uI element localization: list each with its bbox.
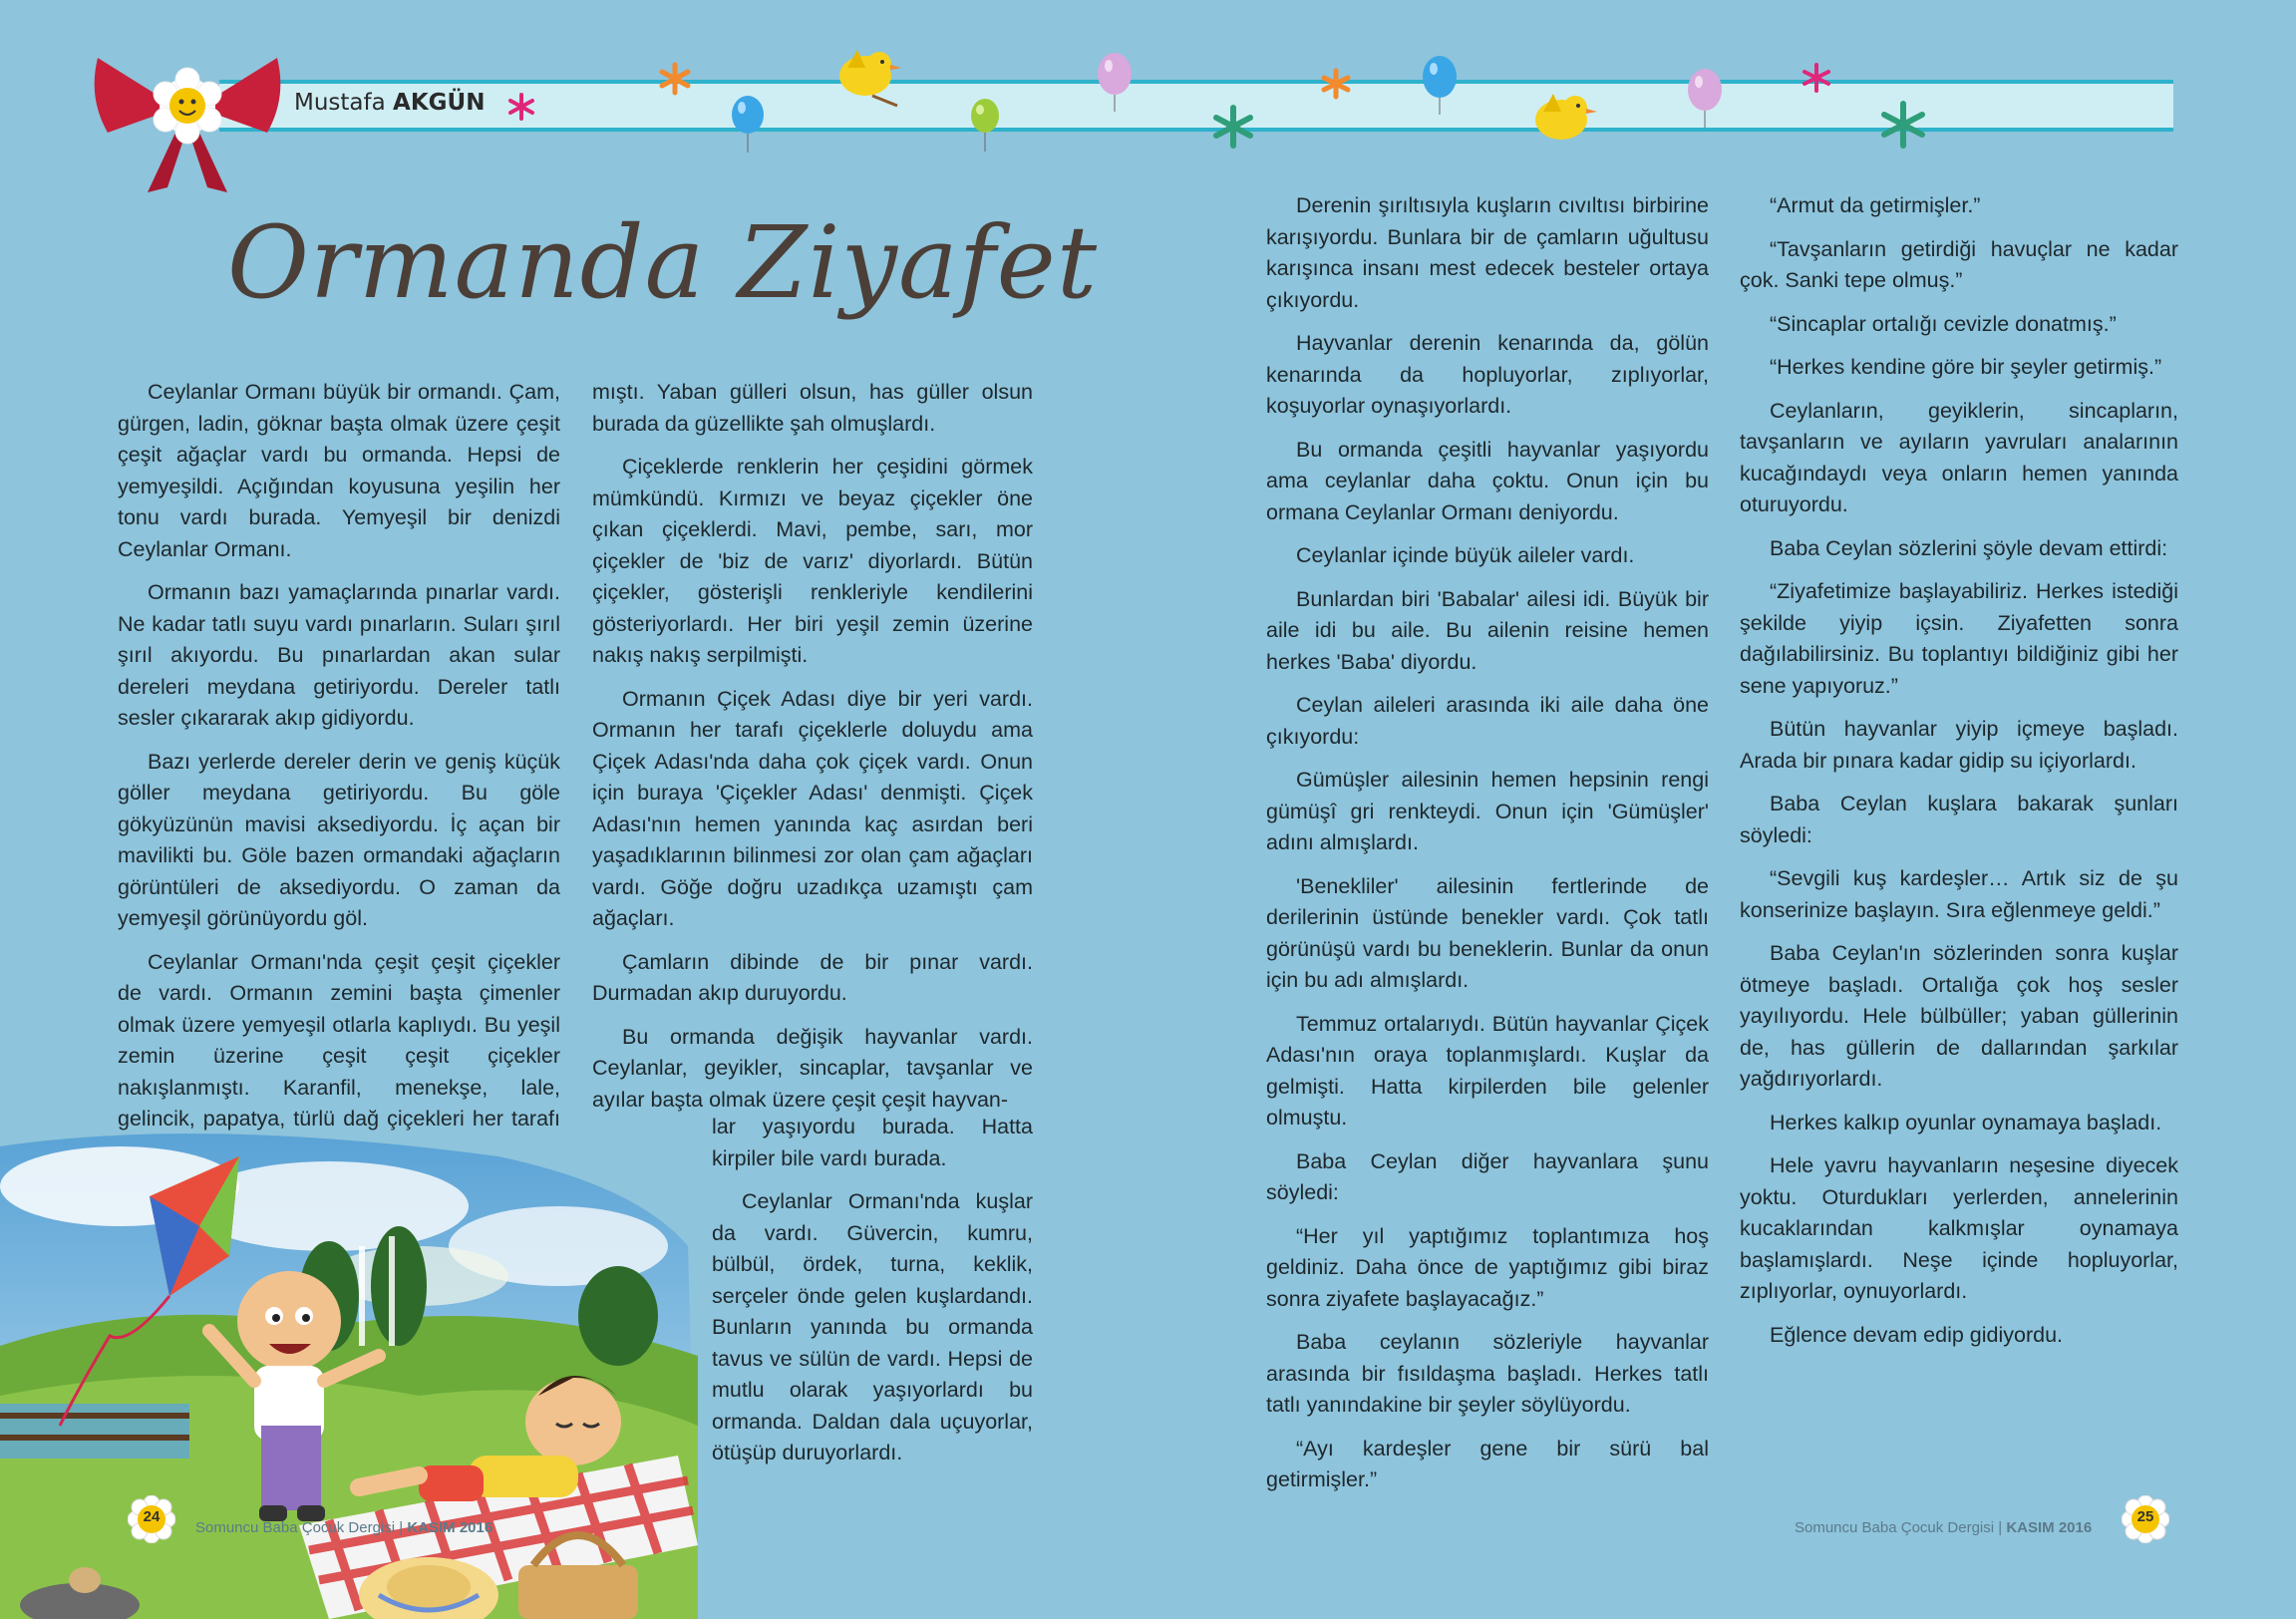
paragraph: Çamların dibinde de bir pınar vardı. Durmadan akıp duruyordu.	[592, 949, 1033, 1005]
bird-icon	[1523, 82, 1603, 152]
paragraph: Ceylanlar Ormanı büyük bir ormandı. Çam, gürgen, ladin, göknar başta olmak üzere çeşit çeşit ağaçlar vardı bu ormanda. Hepsi de yemyeşildi. Açığından koyusuna yeşilin her tonu vardı burada. Yemyeşil bir denizdi Ceylanlar Ormanı.	[118, 380, 560, 561]
paragraph: Ceylanlar Ormanı'nda kuşlar da vardı. Güvercin, kumru, bülbül, ördek, turna, keklik, serçeler önde gelen kuşlardandı. Bunların yanında bu ormanda tavus ve sülün de vardı. Hepsi de mutlu olarak yaşıyorlardı bu ormanda. Daldan dala uçuyorlar, ötüşüp duruyorlardı.	[712, 1189, 1033, 1464]
bird-icon	[827, 38, 907, 108]
text-column-4	[1740, 190, 2178, 1363]
paragraph: Baba Ceylan'ın sözlerinden sonra kuşlar ötmeye başladı. Ortalığa çok hoş sesler yayılıyordu. Hele bülbüller; yaban güllerinin de, has güllerin de dallarından şarkılar yağdırıyorlardı.	[1740, 941, 2178, 1091]
paragraph: “Sevgili kuş kardeşler… Artık siz de şu konserinize başlayın. Sıra eğlenmeye geldi.”	[1740, 866, 2178, 922]
paragraph: 'Benekliler' ailesinin fertlerinde de derilerinin üstünde benekler vardı. Çok tatlı görünüşü vardı bu beneklerin. Bunlar da onun için bu adı almışlardı.	[1266, 873, 1709, 992]
paragraph: “Ziyafetimize başlayabiliriz. Herkes istediği şekilde yiyip içsin. Ziyafetten sonra dağılabilirsiniz. Bu toplantıyı bildiğiniz gibi her sene yapıyoruz.”	[1740, 579, 2178, 698]
paragraph: Ceylanların, geyiklerin, sincapların, tavşanların ve ayıların yavruları analarının kucağındaydı veya onların hemen yanında oturuyordu.	[1740, 398, 2178, 516]
kids-picnic-illustration	[0, 1127, 698, 1619]
article-title: Ormanda Ziyafet	[227, 204, 1099, 321]
paragraph: “Tavşanların getirdiği havuçlar ne kadar çok. Sanki tepe olmuş.”	[1740, 236, 2178, 292]
paragraph: Ormanın bazı yamaçlarında pınarlar vardı. Ne kadar tatlı suyu vardı pınarların. Suları şırıl şırıl akıyordu. Bu pınarlardan akan sular dereleri meydana getiriyordu. Dereler tatlı sesler çıkararak akıp gidiyordu.	[118, 580, 560, 730]
asterisk-flower-icon	[1801, 62, 1832, 94]
paragraph: Bu ormanda değişik hayvanlar vardı. Ceylanlar, geyikler, sincaplar, tavşanlar ve ayılar başta olmak üzere çeşit çeşit hayvan-	[592, 1024, 1033, 1112]
paragraph: mıştı. Yaban gülleri olsun, has güller olsun burada da güzellikte şah olmuşlardı.	[592, 380, 1033, 436]
balloon-icon	[1095, 52, 1135, 114]
page-number-right: 25	[2136, 1508, 2154, 1525]
paragraph: “Ayı kardeşler gene bir sürü bal getirmişler.”	[1266, 1436, 1709, 1491]
paragraph: “Sincaplar ortalığı cevizle donatmış.”	[1770, 311, 2117, 336]
paragraph: Baba Ceylan sözlerini şöyle devam ettirdi:	[1770, 535, 2168, 560]
balloon-icon	[1685, 68, 1725, 130]
paragraph: Bazı yerlerde dereler derin ve geniş küçük göller meydana getiriyordu. Bu göle gökyüzünün mavisi aksediyordu. İç açan bir mavilikti bu. Göle bazen ormandaki ağaçların görüntüleri de aksediyordu. O zaman da yemyeşil görünüyordu göl.	[118, 749, 560, 930]
paragraph: Ceylanlar Ormanı'nda çeşit çeşit çiçekler de vardı. Ormanın zemini başta çimenler olmak üzere yemyeşil otlarla kaplıydı. Bu yeşil zemin üzerine çeşit çeşit çiçekler nakışlanmıştı. Karanfil, menekşe, lale, gelincik, papatya, türlü dağ çiçekleri her tarafı	[118, 949, 560, 1131]
paragraph: Bunlardan biri 'Babalar' ailesi idi. Büyük bir aile idi bu aile. Bu ailenin reisine hemen herkes 'Baba' diyordu.	[1266, 586, 1709, 674]
paragraph: Ceylan aileleri arasında iki aile daha öne çıkıyordu:	[1266, 693, 1709, 749]
paragraph: Ceylanlar içinde büyük aileler vardı.	[1296, 543, 1635, 567]
paragraph: Çiçeklerde renklerin her çeşidini görmek mümkündü. Kırmızı ve beyaz çiçekler öne çıkan çiçeklerdi. Mavi, pembe, sarı, mor çiçekler de 'biz de varız' diyorlardı. Bütün çiçekler, gösterişli renkleriyle kendilerini gösteriyorlardı. Her biri yeşil zemin üzerine nakış nakış serpilmişti.	[592, 455, 1033, 667]
bow-icon	[88, 38, 287, 197]
footer-left: Somuncu Baba Çocuk Dergisi | KASIM 2016	[195, 1519, 493, 1536]
paragraph: Gümüşler ailesinin hemen hepsinin rengi gümüşî gri renkteydi. Onun için 'Gümüşler' adını almışlardı.	[1266, 768, 1709, 854]
asterisk-flower-icon	[1878, 100, 1928, 150]
paragraph: Derenin şırıltısıyla kuşların cıvıltısı birbirine karışıyordu. Bunlara bir de çamların uğultusu karışınca insanı mest edecek besteler ortaya çıkıyordu.	[1266, 193, 1709, 312]
paragraph: “Herkes kendine göre bir şeyler getirmiş.”	[1770, 355, 2162, 379]
paragraph: Hele yavru hayvanların neşesine diyecek yoktu. Oturdukları yerlerden, annelerinin kucaklarından kalkmışlar oynamaya başlamışlardı. Neşe içinde hopluyorlar, zıplıyorlar, oynuyorlardı.	[1740, 1153, 2178, 1303]
text-column-2-continued	[712, 1112, 1033, 1481]
asterisk-flower-icon	[506, 92, 536, 122]
footer-right: Somuncu Baba Çocuk Dergisi | KASIM 2016	[1795, 1519, 2093, 1536]
paragraph: Baba ceylanın sözleriyle hayvanlar arasında bir fısıldaşma başladı. Herkes tatlı tatlı yanındakine bir şeyler söylüyordu.	[1266, 1330, 1709, 1417]
paragraph: Bu ormanda çeşitli hayvanlar yaşıyordu ama ceylanlar daha çoktu. Onun için bu ormana Ceylanlar Ormanı deniyordu.	[1266, 437, 1709, 524]
paragraph: Herkes kalkıp oyunlar oynamaya başladı.	[1770, 1110, 2162, 1134]
text-column-1	[118, 377, 560, 1178]
asterisk-flower-icon	[658, 62, 692, 96]
paragraph: Ormanın Çiçek Adası diye bir yeri vardı. Ormanın her tarafı çiçeklerle doluydu ama Çiçek Adası'nda daha çok çiçek vardı. Onun için buraya 'Çiçekler Adası' denmişti. Çiçek Adası'nın hemen yanında kaç asırdan beri yaşadıklarının bilinmesi zor olan çam ağaçları vardı. Göğe doğru uzadıkça uzamıştı çam ağaçları.	[592, 686, 1033, 930]
paragraph: Baba Ceylan diğer hayvanlara şunu söyledi:	[1266, 1148, 1709, 1204]
balloon-icon	[1420, 55, 1460, 117]
text-column-3	[1266, 190, 1709, 1508]
paragraph: Baba Ceylan kuşlara bakarak şunları söyledi:	[1740, 792, 2178, 847]
paragraph: Eğlence devam edip gidiyordu.	[1770, 1322, 2064, 1347]
paragraph: lar yaşıyordu burada. Hatta kirpiler bile vardı burada.	[712, 1115, 1033, 1170]
balloon-icon	[967, 98, 1003, 154]
paragraph: “Armut da getirmişler.”	[1770, 193, 1981, 217]
author-name: Mustafa AKGÜN	[294, 90, 486, 116]
paragraph: Bütün hayvanlar yiyip içmeye başladı. Arada bir pınara kadar gidip su içiyorlardı.	[1740, 717, 2178, 773]
paragraph: “Her yıl yaptığımız toplantımıza hoş geldiniz. Daha önce de yaptığımız gibi biraz sonra ziyafete başlayacağız.”	[1266, 1223, 1709, 1311]
page-number-left: 24	[143, 1508, 161, 1525]
text-column-2	[592, 377, 1033, 1128]
paragraph: Hayvanlar derenin kenarında da, gölün kenarında da hopluyorlar, zıplıyorlar, koşuyorlar oynaşıyorlardı.	[1266, 331, 1709, 418]
balloon-icon	[728, 95, 768, 155]
asterisk-flower-icon	[1320, 68, 1352, 100]
paragraph: Temmuz ortalarıydı. Bütün hayvanlar Çiçek Adası'nın oraya toplanmışlardı. Kuşlar da gelmişti. Hatta kirpilerden bile gelenler olmuştu.	[1266, 1011, 1709, 1130]
asterisk-flower-icon	[1210, 104, 1256, 150]
